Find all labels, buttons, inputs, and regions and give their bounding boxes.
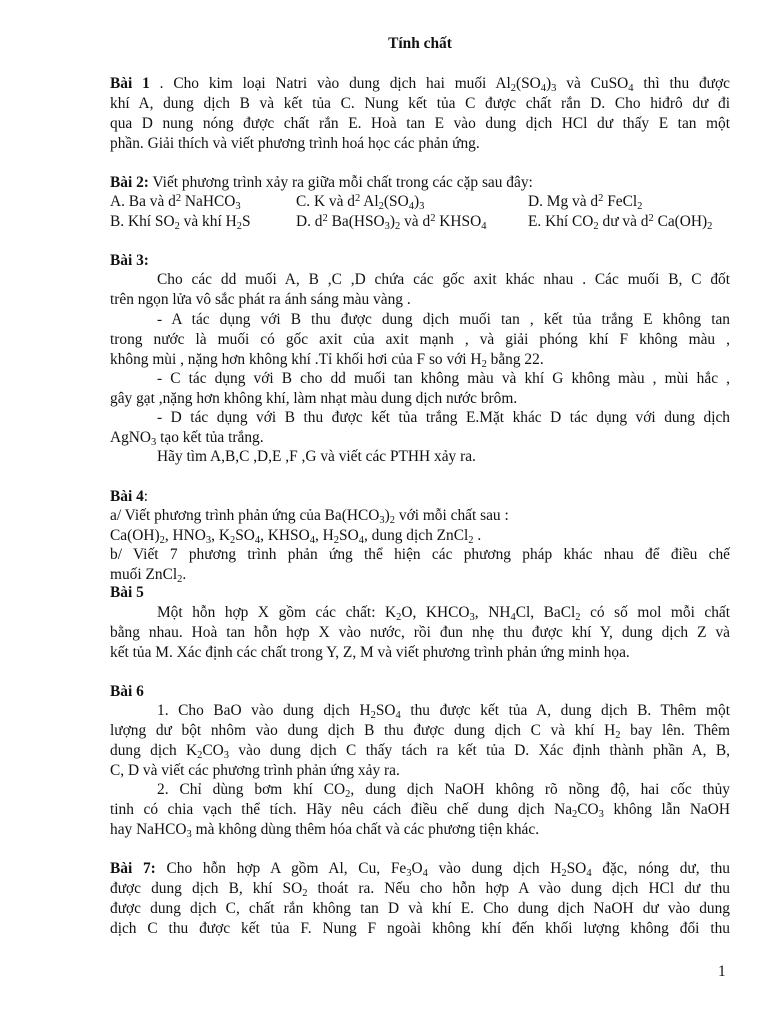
bai-7-line-3: được dung dịch C, chất rắn không tan D và khí E. Cho dung dịch NaOH dư vào dung <box>110 900 730 917</box>
bai-7-line-2: được dung dịch B, khí $SO_2$ thoát ra. Nếu cho hỗn hợp A vào dung dịch HCl dư thu <box>110 880 730 899</box>
bai-6-line-4: C, D và viết các phương trình phản ứng xảy ra. <box>110 762 400 779</box>
bai-4-label: Bài 4: <box>110 488 149 505</box>
page-title: Tính chất <box>388 35 452 52</box>
bai-5-line-2: bằng nhau. Hoà tan hỗn hợp X vào nước, rồi đun nhẹ thu được khí Y, dung dịch Z và <box>110 624 730 641</box>
bai-1-line-3: qua D nung nóng được chất rắn E. Hoà tan E vào dung dịch HCl dư thấy E tan một <box>110 115 730 132</box>
bai-2-option-a: A. Ba và $d^2$ NaHCO$_3$ <box>110 193 241 212</box>
page-number: 1 <box>718 963 726 980</box>
bai-2-option-c: C. K và $d^2$ $Al_2(SO_4)_3$ <box>296 193 425 212</box>
bai-2-option-e: E. Khí $CO_2$ dư và $d^2$ $Ca(OH)_2$ <box>528 213 713 232</box>
bai-2-option-d2: D. $d^2$ $Ba(HSO_3)_2$ và $d^2$ $KHSO_4$ <box>296 213 487 232</box>
bai-3-label: Bài 3: <box>110 252 149 269</box>
bai-3-line-5: không mùi , nặng hơn không khí .Tỉ khối hơi của F so với $H_2$ bằng 22. <box>110 351 544 370</box>
bai-6-label: Bài 6 <box>110 683 144 700</box>
bai-3-line-10: Hãy tìm A,B,C ,D,E ,F ,G và viết các PTHH xảy ra. <box>157 448 476 465</box>
bai-3-line-6: - C tác dụng với B cho dd muối tan không màu và khí G không màu , mùi hắc , <box>157 370 730 387</box>
bai-5-label: Bài 5 <box>110 584 144 601</box>
bai-5-line-3: kết tủa M. Xác định các chất trong Y, Z, M và viết phương trình phản ứng minh họa. <box>110 644 630 661</box>
bai-6-line-7: hay NaHCO$_3$ mà không dùng thêm hóa chất và các phương tiện khác. <box>110 821 540 840</box>
bai-1-line-4: phần. Giải thích và viết phương trình hoá học các phản ứng. <box>110 135 480 152</box>
bai-6-line-6: tinh có chia vạch thể tích. Hãy nêu cách điều chế dung dịch $Na_2CO_3$ không lẫn NaOH <box>110 801 730 820</box>
bai-3-line-8: - D tác dụng với B thu được kết tủa trắng E.Mặt khác D tác dụng với dung dịch <box>157 409 730 426</box>
bai-3-line-2: trên ngọn lửa vô sắc phát ra ánh sáng màu vàng . <box>110 291 411 308</box>
bai-7-label: Bài 7: <box>110 860 156 877</box>
bai-5-line-1: Một hỗn hợp X gồm các chất: $K_2O$, $KHCO_3$, $NH_4Cl$, BaCl$_2$ có số mol mỗi chất <box>157 604 731 623</box>
bai-7-line-1: Bài 7: Cho hỗn hợp A gồm Al, Cu, $Fe_3O_4$ vào dung dịch $H_2SO_4$ đặc, nóng dư, thu <box>110 860 730 879</box>
bai-4-line-1: a/ Viết phương trình phản ứng của $Ba(HCO_3)_2$ với mỗi chất sau : <box>110 507 509 526</box>
bai-1-label: Bài 1 <box>110 75 150 92</box>
bai-2-line-1: Bài 2: Viết phương trình xảy ra giữa mỗi chất trong các cặp sau đây: <box>110 174 533 191</box>
bai-3-line-4: trong nước là muối có gốc axit của axit mạnh , và giải phóng khí F không màu , <box>110 331 730 348</box>
bai-6-line-1: 1. Cho BaO vào dung dịch $H_2SO_4$ thu được kết tủa A, dung dịch B. Thêm một <box>157 702 730 721</box>
bai-4-line-4: muối ZnCl$_2$. <box>110 566 187 585</box>
bai-3-line-7: gây gạt ,nặng hơn không khí, làm nhạt màu dung dịch nước brôm. <box>110 390 518 407</box>
bai-6-line-3: dung dịch $K_2CO_3$ vào dung dịch C thấy tách ra kết tủa D. Xác định thành phần A, B, <box>110 742 730 761</box>
bai-3-line-1: Cho các dd muối A, B ,C ,D chứa các gốc axit khác nhau . Các muối B, C đốt <box>157 271 730 288</box>
bai-3-line-3: - A tác dụng với B thu được dung dịch muối tan , kết tủa trắng E không tan <box>157 311 730 328</box>
bai-4-line-3: b/ Viết 7 phương trình phản ứng thể hiện các phương pháp khác nhau để điều chế <box>110 546 730 563</box>
bai-2-label: Bài 2: <box>110 174 149 191</box>
bai-3-line-9: AgNO$_3$ tạo kết tủa trắng. <box>110 429 264 448</box>
bai-4-line-2: $Ca(OH)_2$, $HNO_3$, $K_2SO_4$, $KHSO_4$, $H_2SO_4$, dung dịch ZnCl$_2$ . <box>110 527 482 546</box>
bai-6-line-5: 2. Chỉ dùng bơm khí $CO_2$, dung dịch NaOH không rõ nồng độ, hai cốc thủy <box>157 781 731 800</box>
bai-1-line-2: khí A, dung dịch B và kết tủa C. Nung kết tủa C được chất rắn D. Cho hiđrô dư đi <box>110 95 730 112</box>
bai-1-line-1: Bài 1 . Cho kim loại Natri vào dung dịch hai muối $Al_2(SO_4)_3$ và CuSO$_4$ thì thu được <box>110 75 730 94</box>
bai-7-line-4: dịch C thu được kết tủa F. Nung F ngoài không khí đến khối lượng không đổi thu <box>110 920 730 937</box>
bai-2-option-d: D. Mg và $d^2$ FeCl$_2$ <box>528 193 643 212</box>
bai-6-line-2: lượng dư bột nhôm vào dung dịch B thu được dung dịch C và khí $H_2$ bay lên. Thêm <box>110 722 730 741</box>
bai-2-option-b: B. Khí $SO_2$ và khí $H_2S$ <box>110 213 251 232</box>
